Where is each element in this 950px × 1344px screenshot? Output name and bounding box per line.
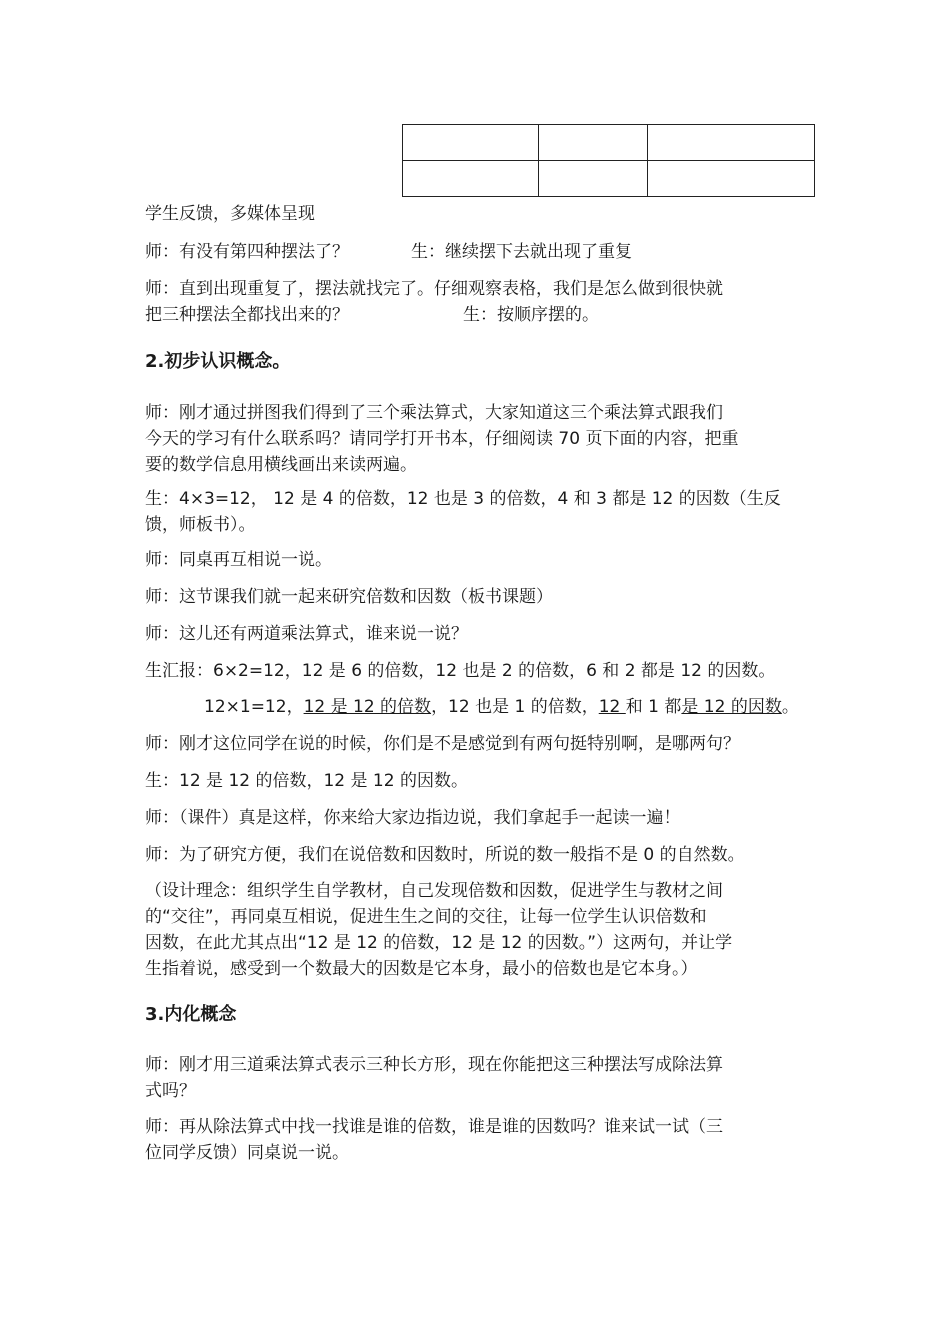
dialogue-line: 师：同桌再互相说一说。	[145, 550, 332, 570]
dialogue-line: 生：12 是 12 的倍数，12 是 12 的因数。	[145, 771, 468, 791]
dialogue-line	[145, 239, 815, 265]
paragraph-line: 今天的学习有什么联系吗？请同学打开书本，仔细阅读 70 页下面的内容，把重	[145, 429, 739, 449]
table-cell	[539, 161, 648, 197]
paragraph-line: 生：4×3=12， 12 是 4 的倍数，12 也是 3 的倍数，4 和 3 都是 12 的因数（生反	[145, 489, 781, 509]
underlined-text: 12	[598, 697, 626, 717]
text-run: 12×1=12，	[204, 697, 304, 717]
paragraph-line: 师：刚才用三道乘法算式表示三种长方形，现在你能把这三种摆法写成除法算	[145, 1055, 723, 1075]
design-note-line: 的“交往”，再同桌互相说，促进生生之间的交往，让每一位学生认识倍数和	[145, 907, 707, 927]
student-answer: 生：继续摆下去就出现了重复	[411, 242, 632, 262]
dialogue-line	[145, 302, 815, 328]
underlined-text: 是 12 的因数	[681, 697, 782, 717]
table-cell	[403, 125, 539, 161]
section-heading: 3.内化概念	[145, 1004, 237, 1025]
teacher-question: 师：有没有第四种摆法了？	[145, 242, 349, 262]
paragraph: 学生反馈，多媒体呈现	[145, 204, 315, 224]
table-cell	[539, 125, 648, 161]
paragraph-line: 馈，师板书）。	[145, 515, 256, 535]
teacher-question: 把三种摆法全都找出来的？	[145, 305, 349, 325]
paragraph-line: 要的数学信息用横线画出来读两遍。	[145, 455, 417, 475]
table-row	[403, 125, 815, 161]
paragraph-line: 位同学反馈）同桌说一说。	[145, 1143, 349, 1163]
table-cell	[648, 125, 815, 161]
dialogue-line: 师：刚才这位同学在说的时候，你们是不是感觉到有两句挺特别啊，是哪两句？	[145, 734, 740, 754]
dialogue-line: 师：为了研究方便，我们在说倍数和因数时，所说的数一般指不是 0 的自然数。	[145, 845, 745, 865]
dialogue-line	[204, 694, 804, 720]
dialogue-line: 师：（课件）真是这样，你来给大家边指边说，我们拿起手一起读一遍！	[145, 808, 681, 828]
table-cell	[403, 161, 539, 197]
student-answer: 生：按顺序摆的。	[463, 305, 599, 325]
dialogue-line: 师：这节课我们就一起来研究倍数和因数（板书课题）	[145, 587, 553, 607]
table-row	[403, 161, 815, 197]
section-heading: 2.初步认识概念。	[145, 351, 291, 372]
paragraph-line: 师：刚才通过拼图我们得到了三个乘法算式，大家知道这三个乘法算式跟我们	[145, 403, 723, 423]
dialogue-line: 师：直到出现重复了，摆法就找完了。仔细观察表格，我们是怎么做到很快就	[145, 279, 723, 299]
paragraph-line: 师：再从除法算式中找一找谁是谁的倍数，谁是谁的因数吗？谁来试一试（三	[145, 1117, 723, 1137]
text-run: 。	[781, 697, 799, 717]
underlined-text: 12 是 12 的倍数	[303, 697, 432, 717]
dialogue-line: 师：这儿还有两道乘法算式，谁来说一说？	[145, 624, 468, 644]
text-run: 和 1 都	[625, 697, 682, 717]
table-cell	[648, 161, 815, 197]
dialogue-line: 生汇报：6×2=12，12 是 6 的倍数，12 也是 2 的倍数，6 和 2 都是 12 的因数。	[145, 661, 776, 681]
design-note-line: 因数，在此尤其点出“12 是 12 的倍数，12 是 12 的因数。”）这两句，并让学	[145, 933, 733, 953]
arrangement-table	[402, 124, 815, 197]
design-note-line: （设计理念：组织学生自学教材，自己发现倍数和因数，促进学生与教材之间	[145, 881, 723, 901]
paragraph-line: 式吗？	[145, 1081, 196, 1101]
design-note-line: 生指着说，感受到一个数最大的因数是它本身，最小的倍数也是它本身。）	[145, 959, 698, 979]
text-run: ，12 也是 1 的倍数，	[431, 697, 599, 717]
